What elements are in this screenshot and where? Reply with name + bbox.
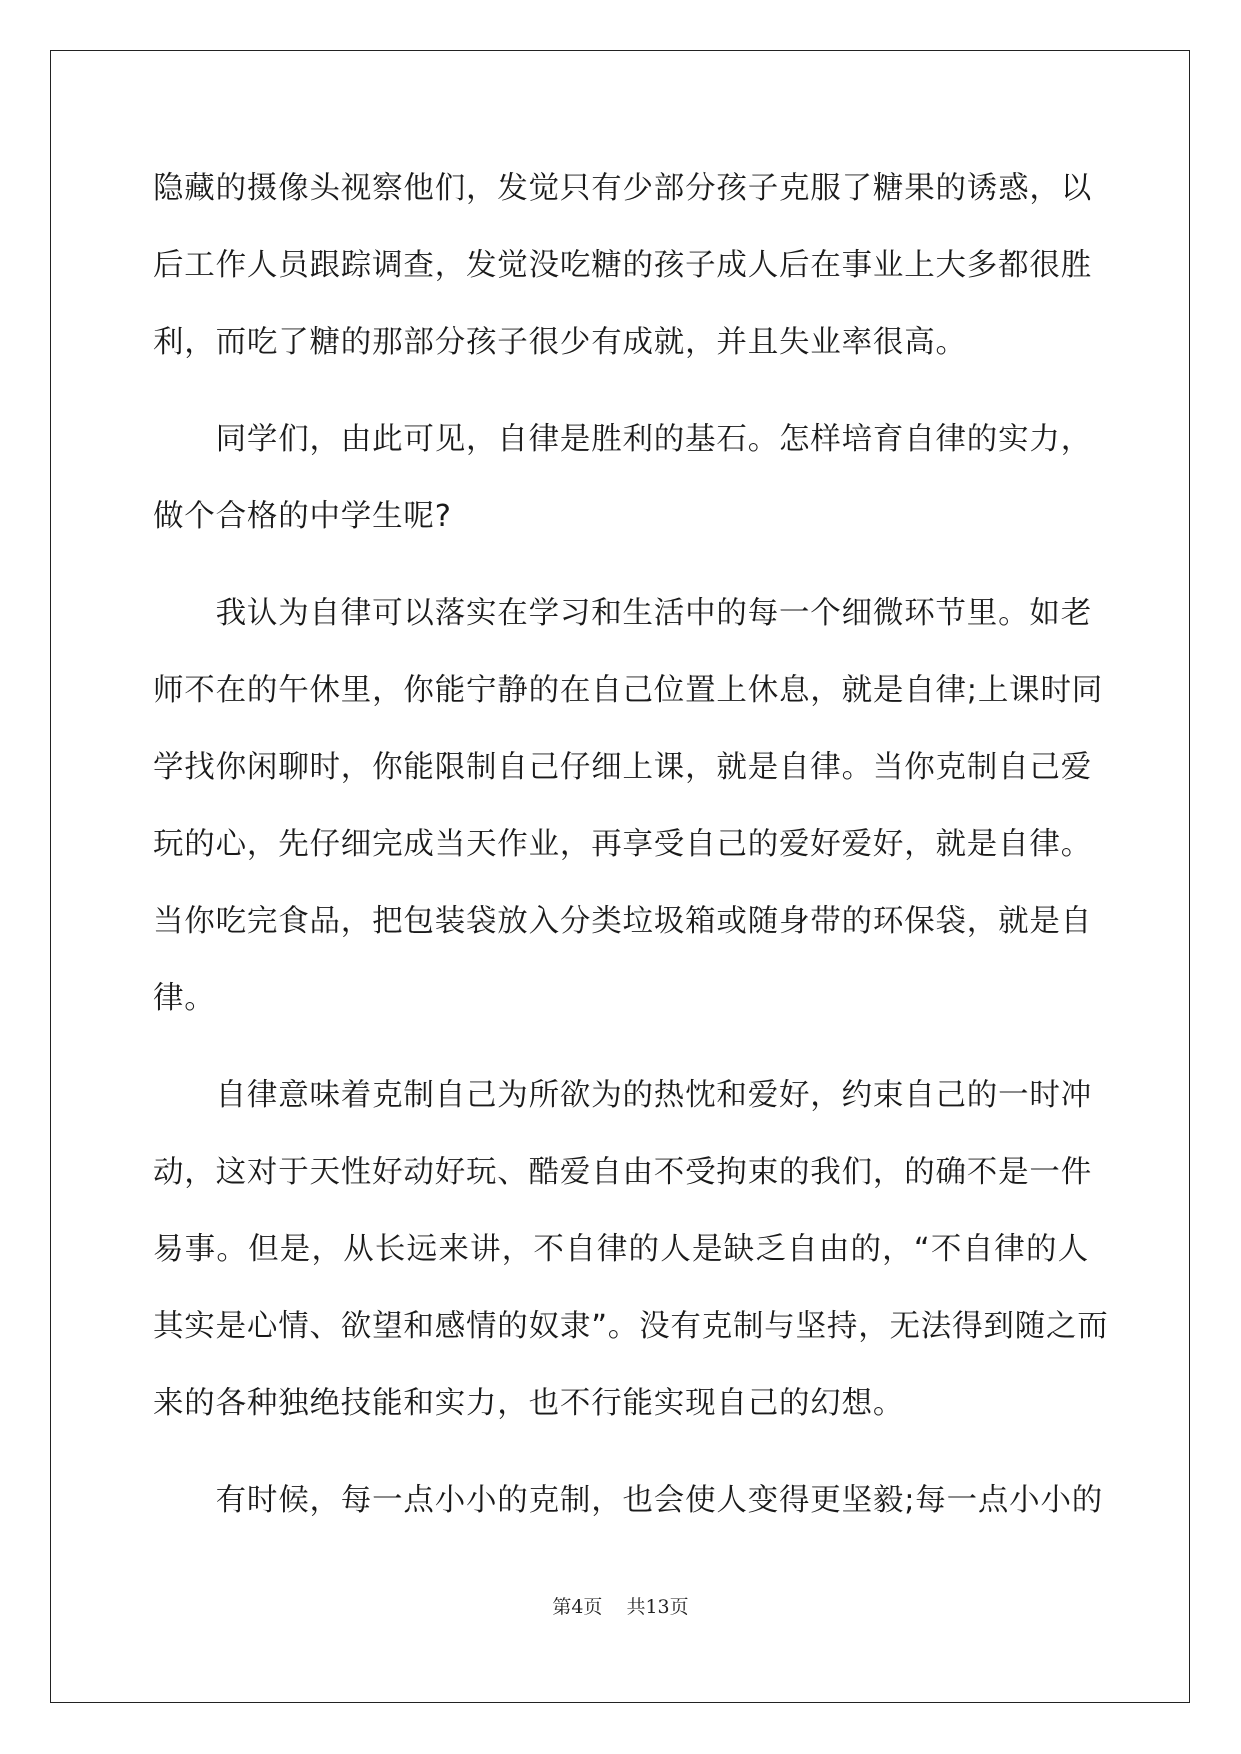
text-line: 后工作人员跟踪调查，发觉没吃糖的孩子成人后在事业上大多都很胜 <box>153 248 1092 283</box>
text-line: 易事。但是，从长远来讲，不自律的人是缺乏自由的，“不自律的人 <box>153 1232 1089 1267</box>
paragraph <box>153 1462 1104 1539</box>
document-body <box>153 150 1109 1539</box>
text-line: 利，而吃了糖的那部分孩子很少有成就，并且失业率很高。 <box>153 325 967 360</box>
text-line: 动，这对于天性好动好玩、酷爱自由不受拘束的我们，的确不是一件 <box>153 1155 1092 1190</box>
text-line: 其实是心情、欲望和感情的奴隶”。没有克制与坚持，无法得到随之而 <box>153 1309 1109 1344</box>
text-line: 我认为自律可以落实在学习和生活中的每一个细微环节里。如老 <box>153 596 1092 631</box>
paragraph <box>153 575 1104 1037</box>
page-number: 第4页 <box>552 1596 603 1618</box>
paragraph <box>153 150 1092 381</box>
text-line: 做个合格的中学生呢? <box>153 499 452 534</box>
text-line: 当你吃完食品，把包装袋放入分类垃圾箱或随身带的环保袋，就是自 <box>153 904 1092 939</box>
page-footer <box>0 1592 1241 1619</box>
text-line: 来的各种独绝技能和实力，也不行能实现自己的幻想。 <box>153 1386 905 1421</box>
paragraph <box>153 401 1092 555</box>
page-total: 共13页 <box>626 1596 689 1618</box>
text-line: 自律意味着克制自己为所欲为的热忱和爱好，约束自己的一时冲 <box>153 1078 1092 1113</box>
text-line: 有时候，每一点小小的克制，也会使人变得更坚毅;每一点小小的 <box>153 1483 1104 1518</box>
text-line: 律。 <box>153 981 216 1016</box>
text-line: 玩的心，先仔细完成当天作业，再享受自己的爱好爱好，就是自律。 <box>153 827 1092 862</box>
text-line: 学找你闲聊时，你能限制自己仔细上课，就是自律。当你克制自己爱 <box>153 750 1092 785</box>
paragraph <box>153 1057 1109 1442</box>
text-line: 同学们，由此可见，自律是胜利的基石。怎样培育自律的实力， <box>153 422 1092 457</box>
text-line: 隐藏的摄像头视察他们，发觉只有少部分孩子克服了糖果的诱惑，以 <box>153 171 1092 206</box>
text-line: 师不在的午休里，你能宁静的在自己位置上休息，就是自律;上课时同 <box>153 673 1104 708</box>
